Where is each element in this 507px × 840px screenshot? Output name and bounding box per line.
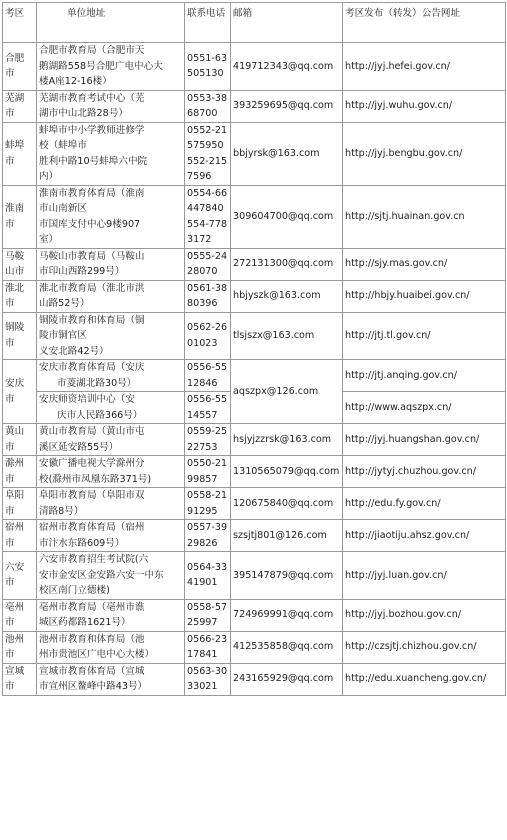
area-cell-line: 淮南 — [5, 203, 25, 214]
area-cell-line: 市 — [5, 68, 15, 80]
phone-cell — [185, 552, 231, 600]
site-link[interactable]: http://jyj.hefei.gov.cn/ — [343, 43, 506, 91]
address-cell-line: 铜陵市教育和体育局（铜 — [39, 314, 145, 326]
table-row — [3, 185, 506, 248]
address-cell-line: 六安市教育招生考试院(六 — [39, 554, 149, 565]
site-link[interactable]: http://jyj.wuhu.gov.cn/ — [343, 90, 506, 122]
site-link[interactable]: http://jyj.bozhou.gov.cn/ — [343, 599, 506, 631]
site-link[interactable]: http://edu.xuancheng.gov.cn/ — [343, 663, 506, 695]
address-cell — [37, 312, 185, 360]
area-cell — [3, 663, 37, 695]
address-cell-line: 鹅湖路558号合肥广电中心大 — [39, 60, 163, 72]
email-link[interactable]: 120675840@qq.com — [231, 488, 343, 520]
area-cell-line: 市 — [5, 155, 15, 167]
area-cell — [3, 43, 37, 91]
area-cell-line: 市 — [5, 473, 15, 485]
address-cell — [37, 248, 185, 280]
area-cell — [3, 424, 37, 456]
phone-cell-line: 3033021 — [187, 665, 228, 692]
area-cell — [3, 280, 37, 312]
address-cell-line: 黄山市教育局（黄山市屯 — [39, 426, 145, 437]
phone-cell-line: 0554- — [187, 187, 215, 199]
phone-cell-line: 0554- — [187, 203, 224, 230]
area-cell — [3, 552, 37, 600]
phone-cell-line: 3929826 — [187, 522, 228, 549]
phone-cell — [185, 392, 231, 424]
area-cell-line: 宣城 — [5, 665, 25, 677]
area-cell-line: 山市 — [5, 266, 25, 277]
phone-cell — [185, 631, 231, 663]
phone-cell-line: 0550- — [187, 458, 215, 469]
phone-cell-line: 2191295 — [187, 490, 228, 517]
area-cell-line: 铜陵 — [5, 322, 25, 334]
email-link[interactable]: 419712343@qq.com — [231, 43, 343, 91]
site-link[interactable]: http://sjy.mas.gov.cn/ — [343, 248, 506, 280]
table-row — [3, 663, 506, 695]
address-cell-line: 安庆市教育体育局（安庆 — [39, 362, 145, 373]
table-body — [3, 3, 506, 696]
area-cell — [3, 185, 37, 248]
area-cell-line: 市 — [5, 505, 15, 517]
table-row — [3, 312, 506, 360]
site-link[interactable]: http://jtj.anqing.gov.cn/ — [343, 360, 506, 392]
area-cell-line: 黄山 — [5, 426, 25, 437]
address-cell-line: 蚌埠市中小学教师进修学 — [39, 124, 145, 136]
table-row — [3, 90, 506, 122]
email-link[interactable]: szsjtj801@126.com — [231, 520, 343, 552]
address-cell — [37, 424, 185, 456]
phone-cell-line: 0556- — [187, 394, 215, 405]
site-link[interactable]: http://jiaotiju.ahsz.gov.cn/ — [343, 520, 506, 552]
phone-cell-line: 0552- — [187, 124, 215, 136]
area-cell-line: 合肥 — [5, 52, 25, 64]
phone-cell-line: 2428070 — [187, 250, 228, 277]
phone-cell-line: 0552- — [187, 140, 224, 167]
area-cell-line: 淮北 — [5, 282, 25, 294]
address-cell — [37, 520, 185, 552]
address-cell-line: 山路52号） — [39, 298, 90, 309]
address-cell-line: 淮南市教育体育局（淮南 — [39, 187, 145, 199]
table-row — [3, 122, 506, 185]
address-cell-line: 庆市人民路366号） — [57, 409, 143, 421]
address-cell-line: 安庆师资培训中心（安 — [39, 394, 135, 405]
address-cell — [37, 90, 185, 122]
area-cell — [3, 312, 37, 360]
address-cell-line: 州市贵池区广电中心大楼） — [39, 649, 155, 660]
address-cell-line: 义安北路42号） — [39, 345, 109, 357]
phone-cell-line: 0557- — [187, 522, 215, 533]
phone-cell-line: 0558- — [187, 601, 215, 613]
area-cell-line: 市 — [5, 681, 15, 692]
area-cell — [3, 90, 37, 122]
area-cell — [3, 631, 37, 663]
address-cell-line: 溪区延安路55号） — [39, 441, 119, 453]
header-area: 考区 — [3, 3, 37, 43]
address-cell-line: 宿州市教育体育局（宿州 — [39, 522, 145, 533]
header-email: 邮箱 — [231, 3, 343, 43]
area-cell-line: 滁州 — [5, 458, 25, 469]
area-cell — [3, 488, 37, 520]
area-cell — [3, 599, 37, 631]
address-cell — [37, 663, 185, 695]
address-cell — [37, 456, 185, 488]
phone-cell-line: 2157595 — [187, 124, 228, 151]
area-cell-line: 安庆 — [5, 378, 25, 389]
phone-cell — [185, 456, 231, 488]
address-cell-line: 校（蚌埠市 — [39, 140, 87, 151]
site-link[interactable]: http://czsjtj.chizhou.gov.cn/ — [343, 631, 506, 663]
site-link[interactable]: http://hbjy.huaibei.gov.cn/ — [343, 280, 506, 312]
phone-cell-line: 5512846 — [187, 362, 228, 389]
area-cell-line: 市 — [5, 218, 15, 230]
address-cell-line: 宣城市教育体育局（宣城 — [39, 665, 145, 677]
email-link[interactable]: tlsjszx@163.com — [231, 312, 343, 360]
address-cell-line: 市国库支付中心9楼907 — [39, 218, 141, 230]
phone-cell-line: 0563- — [187, 665, 215, 677]
phone-cell — [185, 312, 231, 360]
email-link[interactable]: aqszpx@126.com — [231, 360, 343, 424]
phone-cell-line: 0551- — [187, 52, 215, 64]
phone-cell-line: 0556- — [187, 362, 215, 373]
site-link[interactable]: http://edu.fy.gov.cn/ — [343, 488, 506, 520]
email-link[interactable]: 309604700@qq.com — [231, 185, 343, 248]
phone-cell-line: 5514557 — [187, 394, 228, 421]
phone-cell-line: 2157596 — [187, 155, 228, 182]
email-link[interactable]: 412535858@qq.com — [231, 631, 343, 663]
address-cell-line: 合肥市教育局（合肥市天 — [39, 45, 145, 56]
address-cell-line: 湖市中山北路28号） — [39, 108, 128, 119]
phone-cell — [185, 488, 231, 520]
address-cell-line: 陵市铜官区 — [39, 330, 87, 341]
table-row — [3, 488, 506, 520]
address-cell — [37, 122, 185, 185]
address-cell — [37, 599, 185, 631]
area-cell-line: 市 — [5, 108, 15, 119]
phone-cell — [185, 424, 231, 456]
area-cell-line: 市 — [5, 441, 15, 453]
table-row — [3, 599, 506, 631]
area-cell-line: 市 — [5, 577, 15, 589]
area-cell-line: 市 — [5, 298, 15, 309]
table-row — [3, 280, 506, 312]
area-cell — [3, 520, 37, 552]
address-cell-line: 市宣州区鳌峰中路43号） — [39, 681, 148, 692]
table-row — [3, 456, 506, 488]
address-cell-line: 胜利中路10号蚌埠六中院 — [39, 155, 148, 167]
phone-cell-line: 0562- — [187, 322, 215, 334]
phone-cell — [185, 90, 231, 122]
address-cell-line: 校区南门立德楼) — [39, 585, 110, 596]
table-row — [3, 43, 506, 91]
address-cell-line: 淮北市教育局（淮北市洪 — [39, 282, 145, 294]
area-cell-line: 蚌埠 — [5, 140, 25, 151]
site-link[interactable]: http://jyj.luan.gov.cn/ — [343, 552, 506, 600]
area-cell-line: 阜阳 — [5, 490, 25, 501]
address-cell-line: 阜阳市教育局（阜阳市双 — [39, 490, 145, 501]
address-cell-line: 楼A座12-16楼） — [39, 76, 112, 87]
area-cell-line: 市 — [5, 337, 15, 349]
phone-cell-line: 2317841 — [187, 633, 228, 660]
area-cell-line: 市 — [5, 393, 15, 405]
site-link[interactable]: http://jyj.bengbu.gov.cn/ — [343, 122, 506, 185]
table-row — [3, 248, 506, 280]
address-cell-line: 安徽广播电视大学滁州分 — [39, 458, 145, 469]
address-cell-line: 市山南新区 — [39, 203, 87, 214]
area-cell-line: 宿州 — [5, 522, 25, 533]
email-link[interactable]: 243165929@qq.com — [231, 663, 343, 695]
address-cell-line: 芜湖市教育考试中心（芜 — [39, 92, 145, 104]
address-cell — [37, 488, 185, 520]
phone-cell-line: 0564- — [187, 561, 215, 573]
phone-cell-line: 63505130 — [187, 52, 228, 80]
area-cell-line: 马鞍 — [5, 250, 25, 262]
address-cell-line: 亳州市教育局（亳州市谯 — [39, 601, 145, 613]
phone-cell — [185, 43, 231, 91]
phone-cell — [185, 360, 231, 392]
area-cell-line: 亳州 — [5, 601, 25, 613]
site-link[interactable]: http://jtj.tl.gov.cn/ — [343, 312, 506, 360]
email-link[interactable]: 393259695@qq.com — [231, 90, 343, 122]
header-address: 单位地址 — [37, 3, 185, 43]
address-cell-line: 市菱湖北路30号） — [57, 377, 137, 389]
phone-cell-line: 7783172 — [187, 218, 228, 245]
email-link[interactable]: 272131300@qq.com — [231, 248, 343, 280]
phone-cell — [185, 520, 231, 552]
address-cell-line: 池州市教育和体育局（池 — [39, 633, 145, 645]
address-cell-line: 校(滁州市凤凰东路371号) — [39, 473, 152, 485]
address-cell-line: 内） — [39, 171, 59, 182]
table-row — [3, 552, 506, 600]
phone-cell-line: 2522753 — [187, 426, 228, 453]
phone-cell-line: 0559- — [187, 426, 215, 437]
site-link[interactable]: http://jyj.huangshan.gov.cn/ — [343, 424, 506, 456]
phone-cell-line: 0558- — [187, 490, 215, 501]
email-link[interactable]: bbjyrsk@163.com — [231, 122, 343, 185]
area-cell-line: 市 — [5, 649, 15, 660]
area-cell-line: 池州 — [5, 633, 25, 645]
site-link[interactable]: http://sjtj.huainan.gov.cn — [343, 185, 506, 248]
phone-cell — [185, 185, 231, 248]
table-row — [3, 360, 506, 392]
phone-cell — [185, 122, 231, 185]
table-row — [3, 631, 506, 663]
address-cell-line: 市印山西路299号） — [39, 266, 125, 277]
phone-cell-line: 0561- — [187, 282, 215, 294]
site-link[interactable]: http://www.aqszpx.cn/ — [343, 392, 506, 424]
address-cell-line: 市汴水东路609号） — [39, 537, 125, 549]
header-site: 考区发布（转发）公告网址 — [343, 3, 506, 43]
address-cell-line: 城区药都路1621号） — [39, 617, 131, 628]
header-phone: 联系电话 — [185, 3, 231, 43]
phone-cell-line: 3341901 — [187, 561, 228, 589]
phone-cell-line: 0553- — [187, 92, 215, 104]
phone-cell — [185, 663, 231, 695]
area-cell-line: 六安 — [5, 561, 25, 573]
area-cell — [3, 360, 37, 424]
area-cell — [3, 456, 37, 488]
email-link[interactable]: 1310565079@qq.com — [231, 456, 343, 488]
address-cell — [37, 280, 185, 312]
table-row — [3, 424, 506, 456]
site-link[interactable]: http://jytyj.chuzhou.gov.cn/ — [343, 456, 506, 488]
phone-cell — [185, 280, 231, 312]
phone-cell — [185, 248, 231, 280]
address-cell-line: 清路8号） — [39, 505, 84, 517]
phone-cell-line: 6644784 — [187, 187, 228, 214]
phone-cell-line: 5725997 — [187, 601, 228, 628]
email-link[interactable]: 395147879@qq.com — [231, 552, 343, 600]
phone-cell-line: 3868700 — [187, 92, 228, 119]
email-link[interactable]: hbjyszk@163.com — [231, 280, 343, 312]
area-cell-line: 芜湖 — [5, 92, 25, 104]
area-cell — [3, 122, 37, 185]
email-link[interactable]: 724969991@qq.com — [231, 599, 343, 631]
exam-area-contact-table — [2, 2, 506, 696]
phone-cell-line: 3880396 — [187, 282, 228, 309]
address-cell-line: 马鞍山市教育局（马鞍山 — [39, 250, 145, 262]
address-cell — [37, 552, 185, 600]
address-cell — [37, 185, 185, 248]
phone-cell-line: 2199857 — [187, 458, 228, 485]
phone-cell — [185, 599, 231, 631]
address-cell — [37, 43, 185, 91]
table-row — [3, 520, 506, 552]
header-row — [3, 3, 506, 43]
phone-cell-line: 2601023 — [187, 322, 228, 349]
email-link[interactable]: hsjyjzzrsk@163.com — [231, 424, 343, 456]
phone-cell-line: 0566- — [187, 633, 215, 645]
address-cell — [37, 392, 185, 424]
area-cell-line: 市 — [5, 537, 15, 549]
address-cell — [37, 360, 185, 392]
address-cell-line: 室） — [39, 234, 59, 245]
area-cell — [3, 248, 37, 280]
area-cell-line: 市 — [5, 617, 15, 628]
phone-cell-line: 0555- — [187, 250, 215, 262]
address-cell — [37, 631, 185, 663]
address-cell-line: 安市金安区金安路六安一中东 — [39, 569, 164, 581]
